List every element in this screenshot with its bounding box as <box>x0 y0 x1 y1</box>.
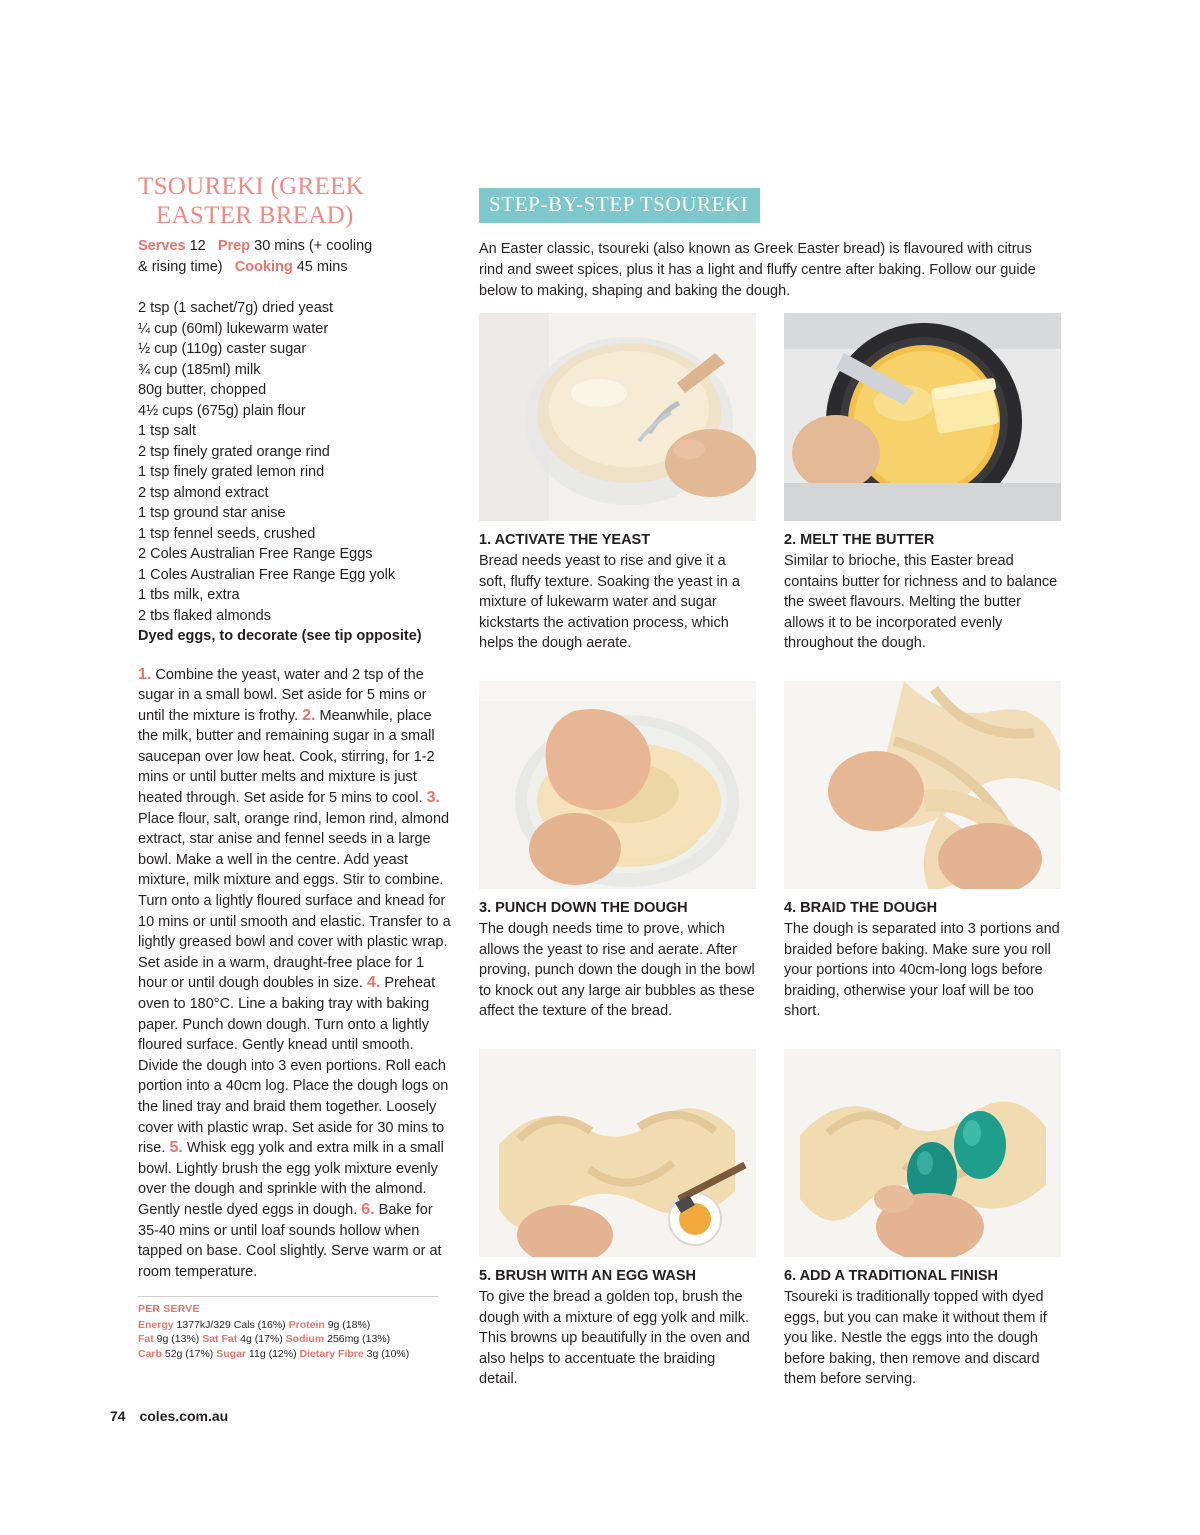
nutrition-label: Carb <box>138 1347 162 1360</box>
list-item: ¾ cup (185ml) milk <box>138 361 261 378</box>
step-card-body: To give the bread a golden top, brush the dough with a mixture of egg yolk and milk. This browns up beautifully in the oven and also helps to accentuate the braiding detail. <box>479 1288 750 1388</box>
recipe-column <box>138 172 453 1361</box>
cooking-label: Cooking <box>234 259 293 275</box>
prep-value: 30 mins (+ cooling <box>254 238 373 254</box>
step-text: Meanwhile, place the milk, butter and remaining sugar in a small saucepan over low heat. Cook, stirring, for 1-2 mins or until butter melts and mixture is just heated through. Set aside for 5 mins to cool. <box>138 707 435 807</box>
dyed-eggs-icon <box>784 1049 1061 1257</box>
list-item: 1 tsp ground star anise <box>138 505 286 521</box>
stepbystep-intro: An Easter classic, tsoureki (also known as Greek Easter bread) is flavoured with citrus rind and sweet spices, plus it has a light and fluffy centre after baking. Follow our guide below to making, shaping and baking the dough. <box>479 241 1036 299</box>
recipe-title-line1: TSOUREKI (GREEK <box>138 173 365 200</box>
step-photo-punch-dough <box>479 681 756 889</box>
nutrition-value: 256mg (13%) <box>327 1333 391 1346</box>
step-text: Combine the yeast, water and 2 tsp of the sugar in a small bowl. Set aside for 5 mins or until the mixture is frothy. <box>138 666 427 724</box>
list-item: ½ cup (110g) caster sugar <box>138 341 307 357</box>
step-card-body: Bread needs yeast to rise and give it a soft, fluffy texture. Soaking the yeast in a mixture of lukewarm water and sugar kickstarts the activation process, which helps the dough aerate. <box>479 553 740 652</box>
list-item: 4½ cups (675g) plain flour <box>138 402 306 419</box>
list-item: 1 tsp finely grated lemon rind <box>138 464 325 480</box>
nutrition-label: Protein <box>288 1318 325 1331</box>
recipe-title <box>138 172 453 230</box>
step-photo-dyed-eggs <box>784 1049 1061 1257</box>
step-card-title: 6. ADD A TRADITIONAL FINISH <box>784 1267 999 1284</box>
nutrition-value: 52g (17%) <box>164 1347 214 1360</box>
step-number: 5. <box>169 1139 183 1157</box>
list-item: 80g butter, chopped <box>138 382 267 398</box>
step-card-body: Tsoureki is traditionally topped with dyed eggs, but you can make it without them if you like. Nestle the eggs into the dough before baking, then remove and discard them before serving. <box>784 1288 1047 1388</box>
step-photo-braid-dough <box>784 681 1061 889</box>
yeast-bowl-icon <box>479 313 756 521</box>
list-item: 2 Coles Australian Free Range Eggs <box>138 546 373 562</box>
step-card-title: 3. PUNCH DOWN THE DOUGH <box>479 899 688 916</box>
stepbystep-banner: STEP-BY-STEP TSOUREKI <box>479 188 760 223</box>
nutrition-label: Sugar <box>216 1347 246 1360</box>
nutrition-line <box>138 1332 438 1347</box>
prep-label: Prep <box>217 238 251 254</box>
step-text: Bake for 35-40 mins or until loaf sounds hollow when tapped on base. Cool slightly. Serve warm or at room temperature. <box>138 1201 442 1280</box>
list-item: 2 tbs flaked almonds <box>138 607 271 624</box>
grid-row <box>479 313 1062 654</box>
nutrition-label: Fat <box>138 1333 154 1346</box>
step-text: Place flour, salt, orange rind, lemon rind, almond extract, star anise and fennel seeds in a large bowl. Make a well in the centre. Add yeast mixture, milk mixture and eggs. Stir to combine. Turn onto a lightly floured surface and knead for 10 mins or until smooth and elastic. Transfer to a lightly greased bowl and cover with plastic wrap. Set aside in a warm, draught-free place for 1 hour or until dough doubles in size. <box>138 810 451 992</box>
serves-label: Serves <box>138 238 186 254</box>
page-number: 74 <box>110 1408 126 1424</box>
list-item: 1 tsp salt <box>138 423 197 439</box>
step-card <box>784 1049 1061 1390</box>
page-footer <box>110 1408 228 1424</box>
step-card <box>479 681 756 1022</box>
step-photo-melt-butter <box>784 313 1061 521</box>
nutrition-heading: PER SERVE <box>138 1303 200 1316</box>
cooking-value: 45 mins <box>296 259 348 275</box>
braid-dough-icon <box>784 681 1061 889</box>
step-number: 1. <box>138 665 152 683</box>
egg-wash-icon <box>479 1049 756 1257</box>
list-item: 2 tsp finely grated orange rind <box>138 443 330 460</box>
prep-value-cont: & rising time) <box>138 259 223 275</box>
list-item: ¼ cup (60ml) lukewarm water <box>138 320 329 337</box>
nutrition-value: 11g (12%) <box>248 1347 297 1360</box>
serves-value: 12 <box>189 238 206 254</box>
step-card-title: 2. MELT THE BUTTER <box>784 532 935 548</box>
list-item: 2 tsp (1 sachet/7g) dried yeast <box>138 300 334 316</box>
grid-row <box>479 1049 1062 1390</box>
step-text: Whisk egg yolk and extra milk in a small bowl. Lightly brush the egg yolk mixture evenly over the dough and sprinkle with the almond. Gently nestle dyed eggs in dough. <box>138 1140 444 1218</box>
step-card-title: 1. ACTIVATE THE YEAST <box>479 532 651 548</box>
step-photo-egg-wash <box>479 1049 756 1257</box>
nutrition-label: Sodium <box>285 1333 325 1346</box>
site-url: coles.com.au <box>139 1408 229 1424</box>
nutrition-line <box>138 1318 438 1333</box>
list-item: 1 tsp fennel seeds, crushed <box>138 525 316 542</box>
nutrition-label: Dietary Fibre <box>299 1347 364 1360</box>
list-item: 1 Coles Australian Free Range Egg yolk <box>138 566 396 583</box>
step-number: 2. <box>302 706 316 724</box>
nutrition-label: Sat Fat <box>202 1333 238 1346</box>
list-item: Dyed eggs, to decorate (see tip opposite) <box>138 628 422 644</box>
grid-row <box>479 681 1062 1022</box>
step-card-title: 5. BRUSH WITH AN EGG WASH <box>479 1267 696 1284</box>
nutrition-value: 9g (13%) <box>156 1333 200 1346</box>
list-item: 2 tsp almond extract <box>138 484 269 501</box>
step-card <box>784 681 1061 1022</box>
step-card <box>479 313 756 654</box>
step-number: 4. <box>366 974 381 992</box>
step-text: Preheat oven to 180°C. Line a baking tray with baking paper. Punch down dough. Turn onto a lightly floured surface. Gently knead until smooth. Divide the dough into 3 even portions. Roll each portion into a 40cm log. Place the dough logs on the lined tray and braid them together. Loosely cover with plastic wrap. Set aside for 30 mins to rise. <box>138 975 449 1157</box>
method-steps <box>138 665 453 1283</box>
nutrition-value: 9g (18%) <box>327 1318 371 1331</box>
step-card-body: Similar to brioche, this Easter bread contains butter for richness and to balance the sweet flavours. Melting the butter allows it to be incorporated evenly throughout the dough. <box>784 553 1058 652</box>
nutrition-line <box>138 1347 438 1362</box>
nutrition-panel <box>138 1296 438 1361</box>
punch-dough-icon <box>479 681 756 889</box>
recipe-meta <box>138 236 453 278</box>
nutrition-label: Energy <box>138 1318 174 1331</box>
step-card <box>784 313 1061 654</box>
ingredients-list <box>138 298 453 647</box>
step-photo-activate-yeast <box>479 313 756 521</box>
step-card <box>479 1049 756 1390</box>
step-number: 6. <box>361 1200 375 1218</box>
nutrition-value: 3g (10%) <box>366 1347 410 1360</box>
recipe-title-line2: EASTER BREAD) <box>156 202 354 229</box>
list-item: 1 tbs milk, extra <box>138 587 240 603</box>
nutrition-value: 1377kJ/329 Cals (16%) <box>176 1318 286 1331</box>
saucepan-icon <box>784 313 1061 521</box>
step-card-body: The dough is separated into 3 portions and braided before baking. Make sure you roll your portions into 40cm-long logs before braiding, otherwise your loaf will be too short. <box>784 920 1060 1020</box>
step-number: 3. <box>426 789 440 807</box>
step-card-body: The dough needs time to prove, which allows the yeast to rise and aerate. After proving, punch down the dough in the bowl to knock out any large air bubbles as these affect the texture of the bread. <box>479 920 755 1020</box>
nutrition-value: 4g (17%) <box>240 1333 283 1346</box>
stepbystep-grid <box>479 313 1062 1417</box>
stepbystep-header <box>479 188 1062 302</box>
step-card-title: 4. BRAID THE DOUGH <box>784 899 938 916</box>
